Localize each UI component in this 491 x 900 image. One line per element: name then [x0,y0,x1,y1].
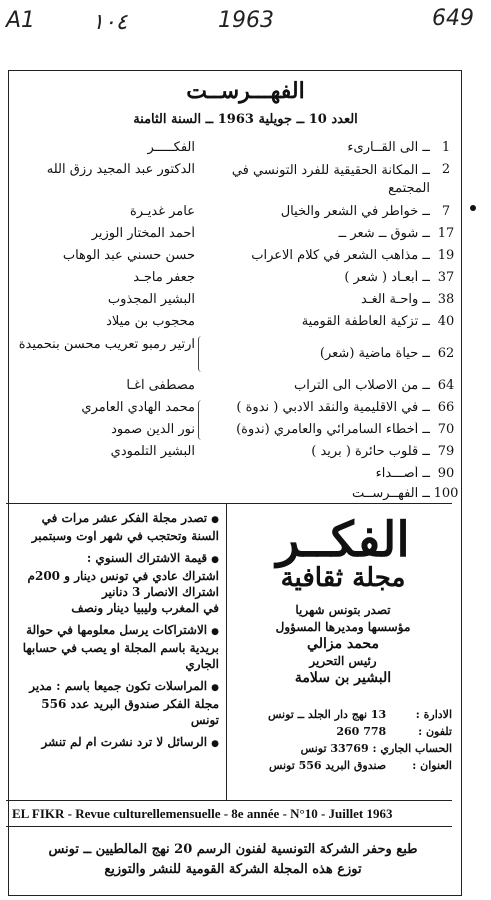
toc-row [10,378,460,400]
toc-title: ــ من الاصلاب الى التراب [294,378,430,393]
info-text: الاشتراكات يرسل معلومها في حوالة بريدية باسم المجلة او يصب في حسابها الجاري [22,623,219,671]
info-block [14,510,219,544]
column-divider [226,503,227,800]
toc-author: محجوب بن ميلاد [106,314,195,329]
toc-row [10,466,460,488]
toc-title: ــ تزكية العاطفة القومية [301,314,430,329]
address-value: 13 نهج دار الجلد ــ تونس [267,708,387,721]
info-block [14,550,219,616]
brace-mark [198,336,205,372]
toc-page-number: 64 [437,378,455,393]
subscription-info [14,510,219,758]
toc-author: محمد الهادي العامري [81,400,195,415]
toc-author: نور الدين صمود [111,422,195,437]
toc-page-number: 66 [437,400,455,415]
toc-author: عامر غديـرة [129,204,195,219]
toc-author: البشير المجذوب [107,292,195,307]
info-text: في المغرب وليبيا دينار ونصف [71,601,219,615]
toc-page-number: 2 [441,162,451,177]
masthead-line: مؤسسها ومديرها المسؤول [275,620,411,634]
toc-author: أحمد المختار الوزير [91,226,195,241]
bullet-icon: ● [211,683,219,693]
toc-row [10,422,460,444]
toc-author: ارتير رمبو تعريب محسن بنحميدة [18,337,195,352]
toc-page-number: 17 [437,226,455,241]
address-label: الادارة : [415,708,452,721]
table-of-contents [10,140,460,501]
toc-row [10,314,460,336]
page-title: الفهـــرســت [186,78,305,104]
phone-label: تلفون : [418,725,452,738]
toc-title: ــ الفهــرســت [352,486,430,501]
info-block [14,734,219,752]
info-text: اشتراك عادي في تونس دينار و 200م [27,569,219,583]
toc-page-number: 79 [437,444,455,459]
toc-author: جعفر ماجـد [133,270,195,285]
toc-title: ــ أصـــداء [375,466,430,481]
bullet-icon: ● [211,739,219,749]
mail-value: صندوق البريد 556 تونس [268,759,387,772]
toc-author: الدكتور عبد المجيد رزق الله [46,162,195,177]
toc-page-number: 40 [437,314,455,329]
account-label: الحساب الجاري : [372,742,452,755]
toc-row [10,162,460,202]
bullet-icon: ● [211,555,219,565]
toc-row [10,248,460,270]
masthead-director: محمد مزالي [307,636,379,652]
toc-title: ــ حياة ماضية (شعر) [319,346,430,361]
bullet-icon: ● [211,515,219,525]
toc-author: حسن حسني عبد الوهاب [62,248,195,263]
masthead-editor: البشير بن سلامة [294,670,392,686]
toc-page-number: 1 [441,140,451,155]
toc-page-number: 90 [437,466,455,481]
section-divider [6,826,452,827]
toc-row [10,204,460,226]
toc-row [10,270,460,292]
toc-page-number: 38 [437,292,455,307]
magazine-logo: الفكــر [276,512,410,568]
toc-page-number: 37 [437,270,455,285]
toc-title: ــ في الاقليمية والنقد الادبي ( ندوة ) [236,400,430,415]
toc-page-number: 62 [437,346,455,361]
masthead-address [234,706,452,774]
footer-latin: EL FIKR - Revue culturellemensuelle - 8e année - N°10 - Juillet 1963 [12,806,393,821]
info-block [14,678,219,728]
toc-title: ــ مذاهب الشعر في كلام الاعراب [251,248,430,263]
handwritten-year: 1963 [218,8,274,33]
toc-row [10,336,460,376]
info-text: المراسلات تكون جميعا باسم : مدير مجلة الفكر صندوق البريد عدد 556 تونس [29,679,219,727]
toc-row [10,226,460,248]
masthead-info [234,602,452,687]
info-text: قيمة الاشتراك السنوي : [86,551,208,565]
toc-title: ــ قلوب حائرة ( بريد ) [311,444,430,459]
handwritten-a1: A1 [6,8,36,33]
footer-arabic [12,840,454,880]
toc-author: البشير التلمودي [110,444,195,459]
toc-page-number: 19 [437,248,455,263]
info-text: تصدر مجلة الفكر عشر مرات في السنة وتحتجب في شهر اوت وسبتمبر [31,511,219,543]
info-block [14,622,219,672]
ink-dot [470,205,476,211]
toc-title: ــ خواطر في الشعر والخيال [280,204,430,219]
toc-title: ــ أبعـاد ( شعر ) [344,270,430,285]
toc-title: ــ شوق ــ شعر ــ [338,226,430,241]
handwritten-number: 649 [432,6,474,31]
magazine-subtitle: مجلة ثقافية [280,563,406,593]
toc-row [10,444,460,466]
distributor-line: توزع هذه المجلة الشركة القومية للنشر والتوزيع [104,862,362,877]
phone-value: 778 260 [336,725,387,738]
info-text: اشتراك الانصار 3 دنانير [101,585,219,599]
toc-row [10,140,460,162]
toc-author: مصطفى آغـا [126,378,195,393]
toc-author: الفكـــــر [147,140,195,155]
info-text: الرسائل لا ترد نشرت ام لم تنشر [41,735,208,749]
section-divider [6,800,452,801]
issue-line: العدد 10 ــ جويلية 1963 ــ السنة الثامنة [133,112,358,127]
brace-mark [198,400,205,440]
masthead-line: رئيس التحرير [309,654,377,668]
bullet-icon: ● [211,627,219,637]
printer-line: طبع وحفر الشركة التونسية لفنون الرسم 20 نهج المالطيين ــ تونس [48,842,418,857]
toc-row [10,400,460,422]
masthead-line: تصدر بتونس شهريا [295,603,391,617]
section-divider [6,503,452,504]
toc-row [10,486,460,508]
handwritten-page-number: ١٠٤ [92,10,128,35]
toc-title: ــ المكانة الحقيقية للفرد التونسي في المجتمع [231,163,430,196]
toc-row [10,292,460,314]
toc-page-number: 70 [437,422,455,437]
account-value: 33769 تونس [300,742,369,755]
mail-label: العنوان : [412,759,452,772]
toc-title: ــ أخطاء السامرائي والعامري (ندوة) [236,422,430,437]
toc-page-number: 100 [433,486,459,501]
toc-title: ــ واحـة الغـد [360,292,430,307]
toc-title: ــ الى القــارىء [347,140,430,155]
toc-page-number: 7 [441,204,451,219]
